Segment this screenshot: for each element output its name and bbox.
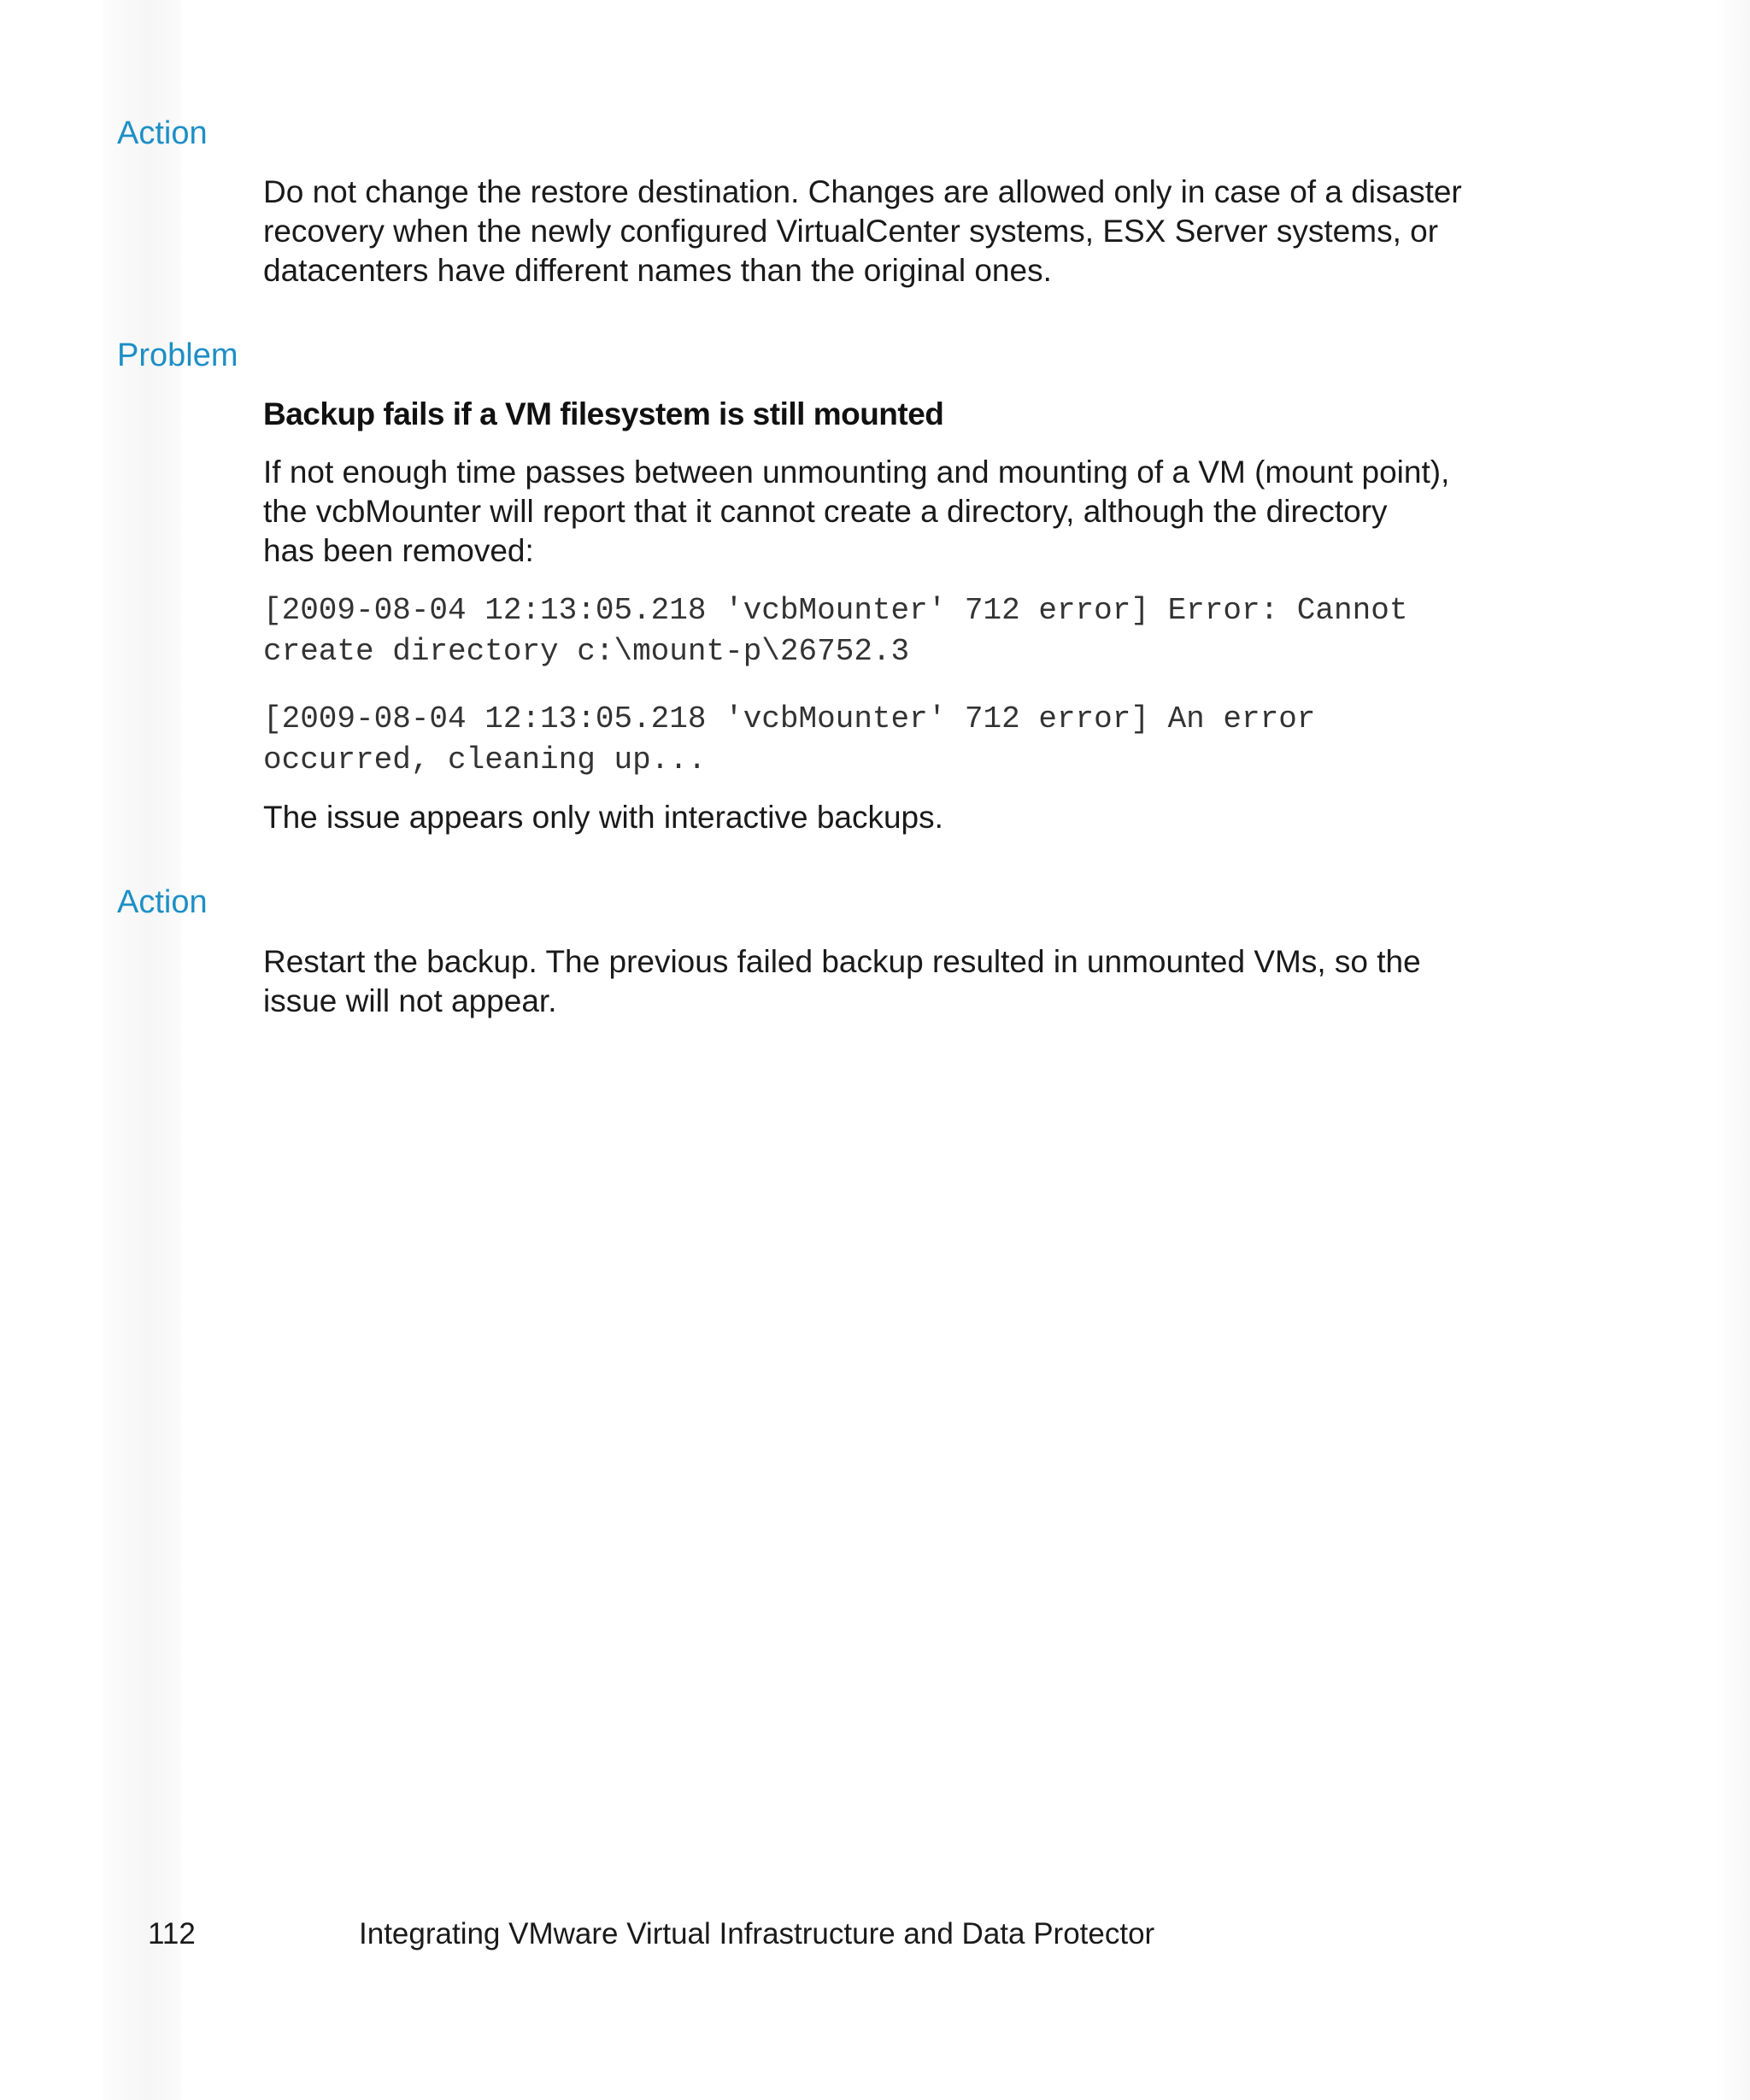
action-1-paragraph — [263, 173, 1462, 290]
action-2-paragraph — [263, 942, 1442, 1021]
action-1-line-1: Do not change the restore destination. Changes are allowed only in case of a disaster — [263, 174, 1462, 209]
problem-line-3: has been removed: — [263, 533, 534, 568]
action-1-line-3: datacenters have different names than the original ones. — [263, 253, 1052, 288]
log-excerpt-2 — [263, 699, 1315, 781]
action-2-line-1: Restart the backup. The previous failed backup resulted in unmounted VMs, so the — [263, 944, 1421, 979]
log-1-line-2: create directory c:\mount-p\26752.3 — [263, 634, 910, 669]
problem-line-1: If not enough time passes between unmounting and mounting of a VM (mount point), — [263, 455, 1450, 490]
action-heading-2: Action — [117, 884, 208, 920]
problem-title: Backup fails if a VM filesystem is still mounted — [263, 396, 944, 431]
log-2-line-2: occurred, cleaning up... — [263, 742, 707, 777]
log-1-line-1: [2009-08-04 12:13:05.218 'vcbMounter' 712 error] Error: Cannot — [263, 593, 1408, 628]
page-edge-shade — [1716, 0, 1750, 2100]
action-heading-1: Action — [117, 115, 208, 151]
problem-note-line: The issue appears only with interactive backups. — [263, 800, 943, 835]
problem-heading: Problem — [117, 337, 238, 373]
page-margin-shade — [103, 0, 181, 2100]
action-2-line-2: issue will not appear. — [263, 983, 557, 1018]
problem-note — [263, 798, 1442, 837]
log-excerpt-1 — [263, 590, 1407, 672]
problem-paragraph — [263, 453, 1450, 571]
page-number: 112 — [148, 1917, 196, 1950]
log-2-line-1: [2009-08-04 12:13:05.218 'vcbMounter' 712 error] An error — [263, 701, 1316, 736]
footer-document-title: Integrating VMware Virtual Infrastructure and Data Protector — [359, 1917, 1155, 1950]
problem-line-2: the vcbMounter will report that it cannot create a directory, although the directory — [263, 494, 1388, 529]
action-1-line-2: recovery when the newly configured VirtualCenter systems, ESX Server systems, or — [263, 214, 1439, 249]
